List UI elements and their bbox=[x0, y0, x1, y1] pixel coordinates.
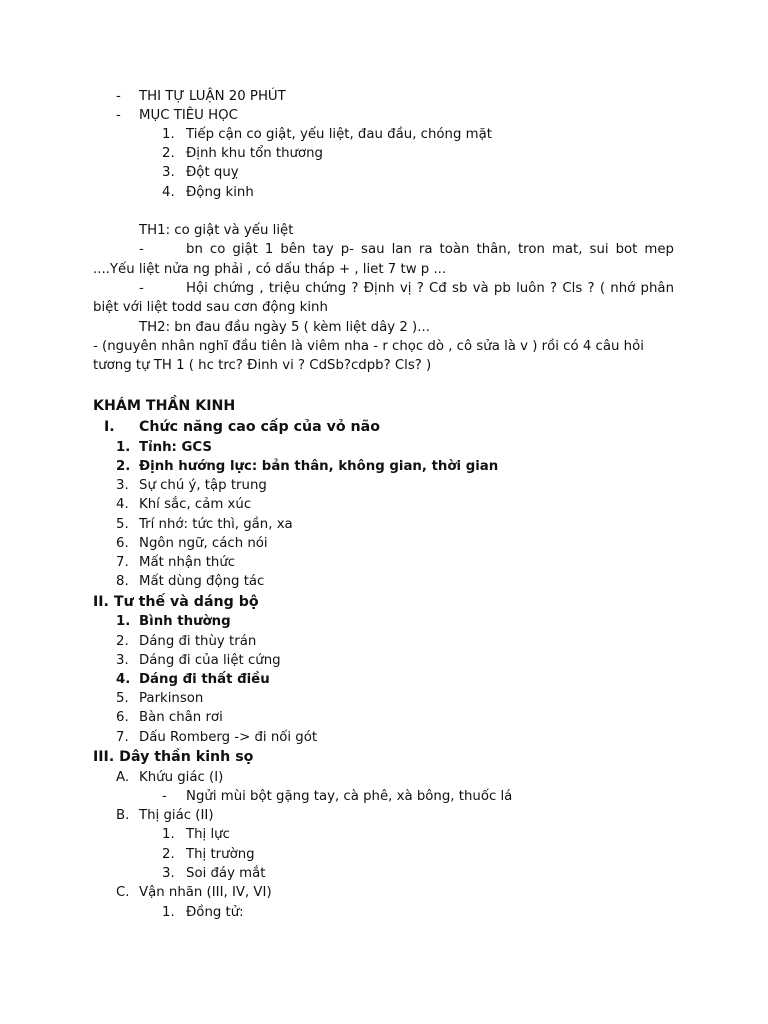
goal-number: 2. bbox=[162, 146, 175, 161]
list-number: 2. bbox=[116, 459, 131, 474]
case-1-title: TH1: co giật và yếu liệt bbox=[139, 223, 294, 238]
section-number: I. bbox=[104, 419, 115, 435]
case-1-line: bn co giật 1 bên tay p- sau lan ra toàn thân, tron mat, sui bot mep bbox=[186, 242, 674, 257]
list-item: Soi đáy mắt bbox=[186, 866, 266, 881]
case-1-questions: Hội chứng , triệu chứng ? Định vị ? Cđ sb và pb luôn ? Cls ? ( nhớ phân bbox=[186, 281, 674, 296]
list-number: 4. bbox=[116, 672, 131, 687]
list-item: Dấu Romberg -> đi nối gót bbox=[139, 730, 318, 745]
list-item: Mất nhận thức bbox=[139, 555, 236, 570]
list-item: Dáng đi của liệt cứng bbox=[139, 653, 281, 668]
list-number: 3. bbox=[116, 478, 129, 493]
bullet-dash: - bbox=[162, 789, 167, 804]
section-title: II. Tư thế và dáng bộ bbox=[93, 594, 259, 610]
sub-heading: Khứu giác (I) bbox=[139, 770, 224, 785]
goal-item: Định khu tổn thương bbox=[186, 146, 323, 161]
list-number: 1. bbox=[116, 614, 131, 629]
list-number: 2. bbox=[162, 847, 175, 862]
bullet-dash: - bbox=[139, 242, 144, 257]
list-number: 4. bbox=[116, 497, 129, 512]
list-item: Thị lực bbox=[186, 827, 230, 842]
list-number: 6. bbox=[116, 536, 129, 551]
list-item: Mất dùng động tác bbox=[139, 574, 265, 589]
case-2-title: TH2: bn đau đầu ngày 5 ( kèm liệt dây 2 )... bbox=[139, 320, 430, 335]
list-item: Tỉnh: GCS bbox=[139, 440, 213, 455]
list-item: Thị trường bbox=[186, 847, 255, 862]
learning-goals-heading: MỤC TIÊU HỌC bbox=[139, 108, 238, 123]
case-2-line: - (nguyên nhân nghĩ đầu tiên là viêm nha - r chọc dò , cô sửa là v ) rồi có 4 câu hỏi bbox=[93, 339, 644, 354]
exam-format-item: THI TỰ LUẬN 20 PHÚT bbox=[139, 89, 286, 104]
list-item: Bình thường bbox=[139, 614, 231, 629]
sub-letter: C. bbox=[116, 885, 130, 900]
list-number: 2. bbox=[116, 634, 129, 649]
list-item: Dáng đi thùy trán bbox=[139, 634, 257, 649]
sub-letter: B. bbox=[116, 808, 130, 823]
sub-letter: A. bbox=[116, 770, 130, 785]
list-number: 6. bbox=[116, 710, 129, 725]
list-item: Bàn chân rơi bbox=[139, 710, 223, 725]
section-heading: KHÁM THẦN KINH bbox=[93, 398, 236, 414]
list-number: 7. bbox=[116, 555, 129, 570]
list-number: 3. bbox=[116, 653, 129, 668]
list-number: 1. bbox=[162, 905, 175, 920]
bullet-dash: - bbox=[116, 108, 121, 123]
sub-heading: Vận nhãn (III, IV, VI) bbox=[139, 885, 272, 900]
goal-item: Tiếp cận co giật, yếu liệt, đau đầu, chóng mặt bbox=[186, 127, 492, 142]
list-item: Trí nhớ: tức thì, gần, xa bbox=[139, 517, 293, 532]
list-item: Dáng đi thất điều bbox=[139, 672, 270, 687]
goal-item: Động kinh bbox=[186, 185, 254, 200]
section-title: III. Dây thần kinh sọ bbox=[93, 749, 254, 765]
list-item: Khí sắc, cảm xúc bbox=[139, 497, 252, 512]
case-1-line: ....Yếu liệt nửa ng phải , có dấu tháp + , liet 7 tw p ... bbox=[93, 262, 447, 277]
list-item: Định hướng lực: bản thân, không gian, thời gian bbox=[139, 459, 499, 474]
list-item: Đồng tử: bbox=[186, 905, 244, 920]
list-item: Parkinson bbox=[139, 691, 204, 706]
goal-number: 4. bbox=[162, 185, 175, 200]
list-number: 5. bbox=[116, 517, 129, 532]
list-item: Ngôn ngữ, cách nói bbox=[139, 536, 268, 551]
list-number: 5. bbox=[116, 691, 129, 706]
sub-heading: Thị giác (II) bbox=[139, 808, 214, 823]
bullet-dash: - bbox=[116, 89, 121, 104]
list-item: Sự chú ý, tập trung bbox=[139, 478, 267, 493]
goal-number: 3. bbox=[162, 165, 175, 180]
section-title: Chức năng cao cấp của vỏ não bbox=[139, 419, 380, 435]
list-number: 3. bbox=[162, 866, 175, 881]
list-number: 7. bbox=[116, 730, 129, 745]
list-number: 1. bbox=[116, 440, 131, 455]
bullet-dash: - bbox=[139, 281, 144, 296]
case-1-questions: biệt với liệt todd sau cơn động kinh bbox=[93, 300, 328, 315]
goal-number: 1. bbox=[162, 127, 175, 142]
case-2-line: tương tự TH 1 ( hc trc? Đinh vi ? CdSb?cdpb? Cls? ) bbox=[93, 358, 432, 373]
goal-item: Đột quỵ bbox=[186, 165, 239, 180]
list-number: 1. bbox=[162, 827, 175, 842]
list-number: 8. bbox=[116, 574, 129, 589]
list-item: Ngửi mùi bột gặng tay, cà phê, xà bông, thuốc lá bbox=[186, 789, 513, 804]
